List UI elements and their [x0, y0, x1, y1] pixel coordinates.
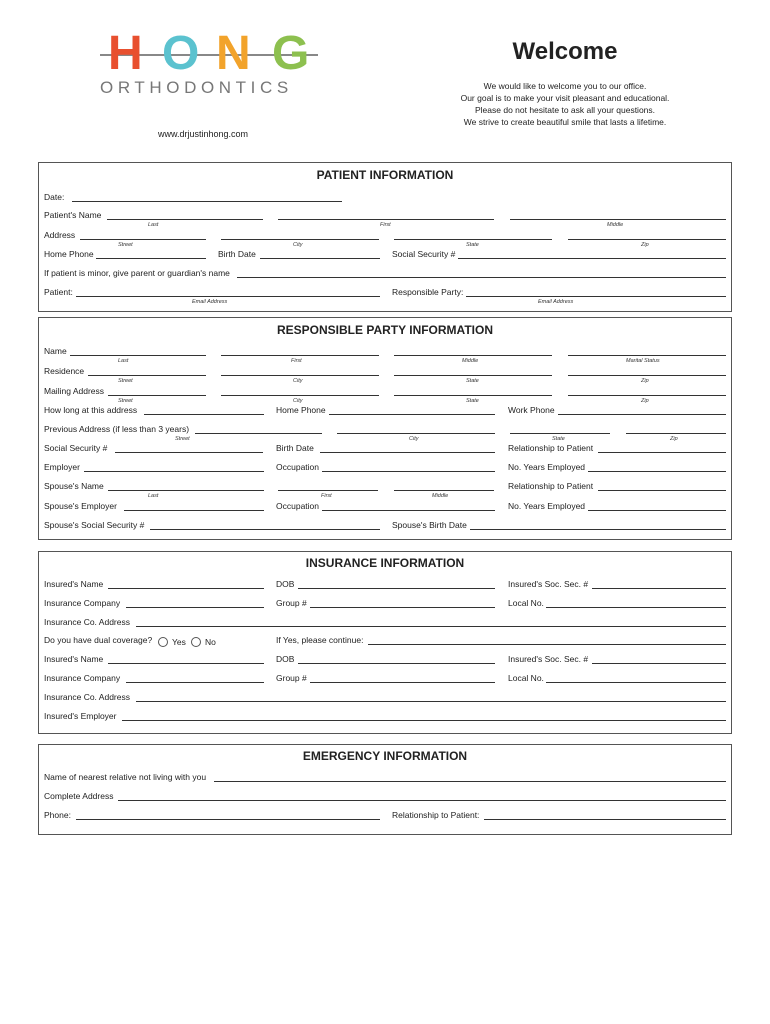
- dual-yes-radio[interactable]: [158, 637, 168, 647]
- rp-first-field[interactable]: [221, 355, 379, 356]
- sublabel-state: State: [466, 242, 479, 248]
- ssn-label: Social Security #: [392, 249, 456, 259]
- rp-employer-field[interactable]: [84, 471, 264, 472]
- insurance-company2-field[interactable]: [126, 682, 264, 683]
- rp-res-city-field[interactable]: [221, 375, 379, 376]
- spouse-employer-field[interactable]: [124, 510, 264, 511]
- rp-how-long-field[interactable]: [144, 414, 264, 415]
- sublabel-street: Street: [175, 436, 190, 442]
- sublabel-zip: Zip: [670, 436, 678, 442]
- rp-mailing-label: Mailing Address: [44, 386, 105, 396]
- insurance-company-field[interactable]: [126, 607, 264, 608]
- complete-address-field[interactable]: [118, 800, 726, 801]
- patient-first-field[interactable]: [278, 219, 494, 220]
- dual-no-label: No: [205, 637, 216, 647]
- rp-last-field[interactable]: [70, 355, 206, 356]
- insurance-section-title: INSURANCE INFORMATION: [305, 556, 465, 570]
- address-label: Address: [44, 230, 76, 240]
- insurance-company-label: Insurance Company: [44, 598, 121, 608]
- local-field[interactable]: [546, 607, 726, 608]
- spouse-middle-field[interactable]: [394, 490, 494, 491]
- sublabel-marital: Marital Status: [626, 358, 660, 364]
- local2-field[interactable]: [546, 682, 726, 683]
- rp-occupation-field[interactable]: [322, 471, 495, 472]
- emergency-phone-field[interactable]: [76, 819, 380, 820]
- dob2-field[interactable]: [298, 663, 495, 664]
- rp-relationship-field[interactable]: [598, 452, 726, 453]
- patient-last-field[interactable]: [107, 219, 263, 220]
- date-field[interactable]: [72, 201, 342, 202]
- rp-previous-label: Previous Address (if less than 3 years): [44, 424, 190, 434]
- welcome-line: We would like to welcome you to our office.: [483, 81, 647, 91]
- sublabel-middle: Middle: [462, 358, 479, 364]
- dual-yes-label: Yes: [172, 637, 186, 647]
- rp-mail-state-field[interactable]: [394, 395, 552, 396]
- spouse-first-field[interactable]: [278, 490, 378, 491]
- dual-no-radio[interactable]: [191, 637, 201, 647]
- rp-residence-label: Residence: [44, 366, 85, 376]
- spouse-last-field[interactable]: [108, 490, 264, 491]
- insured-name-label: Insured's Name: [44, 579, 104, 589]
- insured-ssn2-label: Insured's Soc. Sec. #: [508, 654, 589, 664]
- if-yes-field[interactable]: [368, 644, 726, 645]
- insured-name2-field[interactable]: [108, 663, 264, 664]
- sublabel-zip: Zip: [641, 398, 649, 404]
- spouse-years-field[interactable]: [588, 510, 726, 511]
- rp-relationship-label: Relationship to Patient: [508, 443, 594, 453]
- insured-ssn-label: Insured's Soc. Sec. #: [508, 579, 589, 589]
- address-zip-field[interactable]: [568, 239, 726, 240]
- birth-date-field[interactable]: [260, 258, 380, 259]
- spouse-name-label: Spouse's Name: [44, 481, 104, 491]
- minor-label: If patient is minor, give parent or guardian's name: [44, 268, 230, 278]
- emergency-section-title: EMERGENCY INFORMATION: [302, 749, 468, 763]
- birth-date-label: Birth Date: [218, 249, 256, 259]
- complete-address-label: Complete Address: [44, 791, 114, 801]
- sublabel-city: City: [293, 398, 303, 404]
- relative-field[interactable]: [214, 781, 726, 782]
- group-field[interactable]: [310, 607, 495, 608]
- group2-label: Group #: [276, 673, 307, 683]
- patient-middle-field[interactable]: [510, 219, 726, 220]
- emergency-relationship-label: Relationship to Patient:: [392, 810, 480, 820]
- home-phone-label: Home Phone: [44, 249, 94, 259]
- patients-name-label: Patient's Name: [44, 210, 102, 220]
- local2-label: Local No.: [508, 673, 544, 683]
- spouse-years-label: No. Years Employed: [508, 501, 586, 511]
- sublabel-last: Last: [148, 493, 159, 499]
- rp-res-street-field[interactable]: [88, 375, 206, 376]
- insured-ssn2-field[interactable]: [592, 663, 726, 664]
- date-label: Date:: [44, 192, 65, 202]
- sublabel-city: City: [293, 378, 303, 384]
- welcome-text: [430, 80, 700, 128]
- rp-employer-label: Employer: [44, 462, 80, 472]
- dob-field[interactable]: [298, 588, 495, 589]
- insurance-company2-label: Insurance Company: [44, 673, 121, 683]
- rp-occupation-label: Occupation: [276, 462, 319, 472]
- rp-ssn-label: Social Security #: [44, 443, 108, 453]
- welcome-title: Welcome: [512, 38, 618, 65]
- logo-letter-n: N: [216, 27, 251, 80]
- rp-res-state-field[interactable]: [394, 375, 552, 376]
- spouse-ssn-field[interactable]: [150, 529, 380, 530]
- spouse-birth-field[interactable]: [470, 529, 726, 530]
- rp-res-zip-field[interactable]: [568, 375, 726, 376]
- rp-mail-city-field[interactable]: [221, 395, 379, 396]
- ssn-field[interactable]: [458, 258, 726, 259]
- responsible-email-field[interactable]: [466, 296, 726, 297]
- spouse-relationship-field[interactable]: [598, 490, 726, 491]
- insurance-address2-label: Insurance Co. Address: [44, 692, 130, 702]
- sublabel-city: City: [293, 242, 303, 248]
- emergency-phone-label: Phone:: [44, 810, 71, 820]
- insured-employer-field[interactable]: [122, 720, 726, 721]
- sublabel-zip: Zip: [641, 378, 649, 384]
- address-state-field[interactable]: [394, 239, 552, 240]
- rp-ssn-field[interactable]: [115, 452, 263, 453]
- patient-email-field[interactable]: [76, 296, 380, 297]
- if-yes-label: If Yes, please continue:: [276, 635, 364, 645]
- rp-birth-date-label: Birth Date: [276, 443, 314, 453]
- responsible-section-title: RESPONSIBLE PARTY INFORMATION: [276, 323, 493, 337]
- rp-home-phone-field[interactable]: [329, 414, 495, 415]
- rp-years-employed-label: No. Years Employed: [508, 462, 586, 472]
- sublabel-first: First: [291, 358, 302, 364]
- local-label: Local No.: [508, 598, 544, 608]
- dual-coverage-label: Do you have dual coverage?: [44, 635, 153, 645]
- group2-field[interactable]: [310, 682, 495, 683]
- rp-years-employed-field[interactable]: [588, 471, 726, 472]
- rp-work-phone-field[interactable]: [558, 414, 726, 415]
- rp-prev-zip-field[interactable]: [626, 433, 726, 434]
- rp-mail-street-field[interactable]: [108, 395, 206, 396]
- insured-ssn-field[interactable]: [592, 588, 726, 589]
- rp-name-label: Name: [44, 346, 67, 356]
- logo-letter-g: G: [272, 27, 310, 80]
- sublabel-street: Street: [118, 398, 133, 404]
- rp-marital-field[interactable]: [568, 355, 726, 356]
- sublabel-city: City: [409, 436, 419, 442]
- sublabel-email: Email Address: [192, 299, 228, 305]
- insurance-address-field[interactable]: [136, 626, 726, 627]
- patient-section-title: PATIENT INFORMATION: [316, 168, 454, 182]
- insurance-address2-field[interactable]: [136, 701, 726, 702]
- insurance-address-label: Insurance Co. Address: [44, 617, 130, 627]
- rp-mail-zip-field[interactable]: [568, 395, 726, 396]
- rp-prev-state-field[interactable]: [510, 433, 610, 434]
- group-label: Group #: [276, 598, 307, 608]
- spouse-occupation-field[interactable]: [322, 510, 495, 511]
- sublabel-zip: Zip: [641, 242, 649, 248]
- responsible-party-email-label: Responsible Party:: [392, 287, 464, 297]
- insured-name2-label: Insured's Name: [44, 654, 104, 664]
- sublabel-middle: Middle: [432, 493, 449, 499]
- sublabel-last: Last: [118, 358, 129, 364]
- spouse-birth-label: Spouse's Birth Date: [392, 520, 467, 530]
- spouse-occupation-label: Occupation: [276, 501, 319, 511]
- welcome-line: We strive to create beautiful smile that lasts a lifetime.: [463, 117, 667, 127]
- welcome-line: Our goal is to make your visit pleasant and educational.: [460, 93, 670, 103]
- dob2-label: DOB: [276, 654, 295, 664]
- emergency-relationship-field[interactable]: [484, 819, 726, 820]
- logo-subtitle: ORTHODONTICS: [100, 78, 293, 97]
- sublabel-first: First: [380, 222, 391, 228]
- patient-section: [38, 162, 732, 312]
- welcome-line: Please do not hesitate to ask all your questions.: [474, 105, 656, 115]
- sublabel-state: State: [466, 398, 479, 404]
- sublabel-street: Street: [118, 242, 133, 248]
- sublabel-middle: Middle: [607, 222, 624, 228]
- home-phone-field[interactable]: [96, 258, 206, 259]
- sublabel-state: State: [466, 378, 479, 384]
- sublabel-street: Street: [118, 378, 133, 384]
- spouse-relationship-label: Relationship to Patient: [508, 481, 594, 491]
- logo-letter-o: O: [162, 27, 200, 80]
- spouse-ssn-label: Spouse's Social Security #: [44, 520, 145, 530]
- guardian-name-field[interactable]: [237, 277, 726, 278]
- website-link[interactable]: www.drjustinhong.com: [158, 129, 249, 139]
- address-street-field[interactable]: [80, 239, 206, 240]
- rp-work-phone-label: Work Phone: [508, 405, 555, 415]
- rp-birth-date-field[interactable]: [320, 452, 495, 453]
- sublabel-state: State: [552, 436, 565, 442]
- insured-name-field[interactable]: [108, 588, 264, 589]
- rp-how-long-label: How long at this address: [44, 405, 138, 415]
- sublabel-email: Email Address: [538, 299, 574, 305]
- logo-letter-h: H: [108, 27, 143, 80]
- patient-email-label: Patient:: [44, 287, 73, 297]
- sublabel-first: First: [321, 493, 332, 499]
- sublabel-last: Last: [148, 222, 159, 228]
- address-city-field[interactable]: [221, 239, 379, 240]
- dob-label: DOB: [276, 579, 295, 589]
- rp-middle-field[interactable]: [394, 355, 552, 356]
- spouse-employer-label: Spouse's Employer: [44, 501, 117, 511]
- relative-label: Name of nearest relative not living with you: [44, 772, 207, 782]
- rp-home-phone-label: Home Phone: [276, 405, 326, 415]
- insured-employer-label: Insured's Employer: [44, 711, 117, 721]
- rp-prev-street-field[interactable]: [195, 433, 322, 434]
- rp-prev-city-field[interactable]: [337, 433, 495, 434]
